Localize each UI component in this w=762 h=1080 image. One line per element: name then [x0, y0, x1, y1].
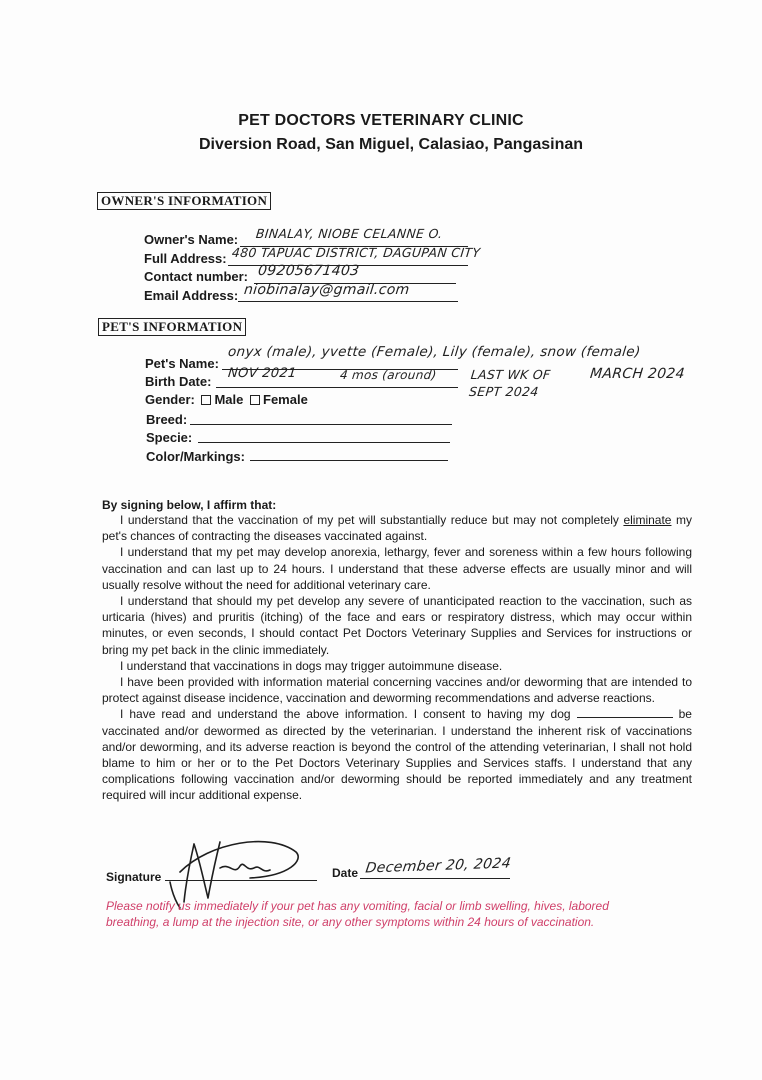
breed-label: Breed:: [146, 412, 188, 427]
p6-start: I have read and understand the above information. I consent to having my dog: [120, 707, 577, 722]
email-address-value[interactable]: niobinalay@gmail.com: [243, 282, 411, 298]
female-checkbox[interactable]: [250, 395, 260, 405]
pet-name-label: Pet's Name:: [145, 356, 219, 371]
affirmation-paragraph-4: I understand that vaccinations in dogs may trigger autoimmune disease.: [120, 658, 503, 673]
birth-date-label: Birth Date:: [145, 374, 212, 389]
email-address-label: Email Address:: [144, 288, 239, 303]
contact-number-value[interactable]: 09205671403: [257, 263, 361, 279]
owner-name-value[interactable]: BINALAY, NIOBE CELANNE O.: [255, 226, 444, 241]
male-option-label: Male: [214, 392, 244, 407]
full-address-value[interactable]: 480 TAPUAC DISTRICT, DAGUPAN CITY: [231, 245, 482, 260]
male-checkbox[interactable]: [201, 395, 211, 405]
birth-date-value-4[interactable]: MARCH 2024: [589, 366, 686, 382]
date-line[interactable]: [360, 878, 510, 879]
p1-underlined-word: eliminate: [623, 513, 672, 527]
p6-end: be vaccinated and/or dewormed as directed by the veterinarian. I understand the inherent risk of vaccinations and/or deworming, and its adverse reaction is beyond the control of the attending veterinarian, I shall not hold blame to him or her or to the Pet Doctors Veterinary Supplies and Services staffs. I understand that any complications following vaccination and/or deworming should be reported immediately and any treatment required will incur additional expense.: [102, 707, 692, 803]
birth-date-value-2[interactable]: 4 mos (around): [339, 368, 438, 382]
contact-number-label: Contact number:: [144, 269, 248, 284]
affirmation-paragraph-6: [102, 706, 692, 803]
p1-end: my pet's chances of contracting the diseases vaccinated against.: [102, 513, 692, 544]
pet-section-title: PET'S INFORMATION: [98, 318, 246, 336]
specie-line[interactable]: [198, 442, 450, 443]
affirmation-paragraph-3: I understand that should my pet develop any severe of unanticipated reaction to the vaccination, such as urticaria (hives) and pruritis (itching) of the face and ears or respiratory distress, which may occur within minutes, or even seconds, I should contact Pet Doctors Veterinary Supplies and Services for instructions or bring my pet back in the clinic immediately.: [102, 594, 692, 657]
p1-start: I understand that the vaccination of my pet will substantially reduce but may not completely: [120, 513, 624, 527]
affirmation-paragraph-2: I understand that my pet may develop anorexia, lethargy, fever and soreness within a few hours following vaccination and can last up to 24 hours. I understand that these adverse effects are usually minor and will usually resolve without the need for additional veterinary care.: [102, 545, 692, 592]
email-address-line: [238, 301, 458, 302]
birth-date-value-3[interactable]: LAST WK OF SEPT 2024: [468, 367, 552, 399]
birth-date-value-1[interactable]: NOV 2021: [227, 366, 298, 381]
gender-label-text: Gender:: [145, 392, 195, 407]
date-value[interactable]: December 20, 2024: [364, 855, 513, 877]
full-address-label: Full Address:: [144, 251, 227, 266]
signature-label: Signature: [106, 870, 162, 884]
clinic-address: Diversion Road, San Miguel, Calasiao, Pangasinan: [198, 136, 584, 153]
clinic-name: PET DOCTORS VETERINARY CLINIC: [238, 112, 524, 129]
specie-label: Specie:: [146, 430, 193, 445]
color-markings-line[interactable]: [250, 460, 448, 461]
date-label: Date: [332, 866, 359, 880]
owner-name-label: Owner's Name:: [144, 232, 239, 247]
dog-name-blank[interactable]: [577, 707, 673, 718]
affirmation-heading: By signing below, I affirm that:: [102, 498, 277, 512]
affirmation-paragraph-1: [102, 512, 692, 544]
owner-section-title: OWNER'S INFORMATION: [97, 192, 271, 210]
affirmation-text: [102, 512, 692, 804]
affirmation-paragraph-5: I have been provided with information material concerning vaccines and/or deworming that are intended to protect against disease incidence, vaccination and deworming recommendations and adverse reactions.: [102, 675, 692, 706]
gender-label: [145, 392, 308, 407]
breed-line[interactable]: [190, 424, 452, 425]
birth-date-line: [216, 387, 458, 388]
pet-name-value[interactable]: onyx (male), yvette (Female), Lily (female), snow (female): [227, 344, 642, 360]
post-vaccination-notice: Please notify us immediately if your pet has any vomiting, facial or limb swelling, hives, labored breathing, a lump at the injection site, or any other symptoms within 24 hours of vaccination.: [106, 899, 609, 929]
female-option-label: Female: [263, 392, 308, 407]
color-markings-label: Color/Markings:: [146, 449, 245, 464]
